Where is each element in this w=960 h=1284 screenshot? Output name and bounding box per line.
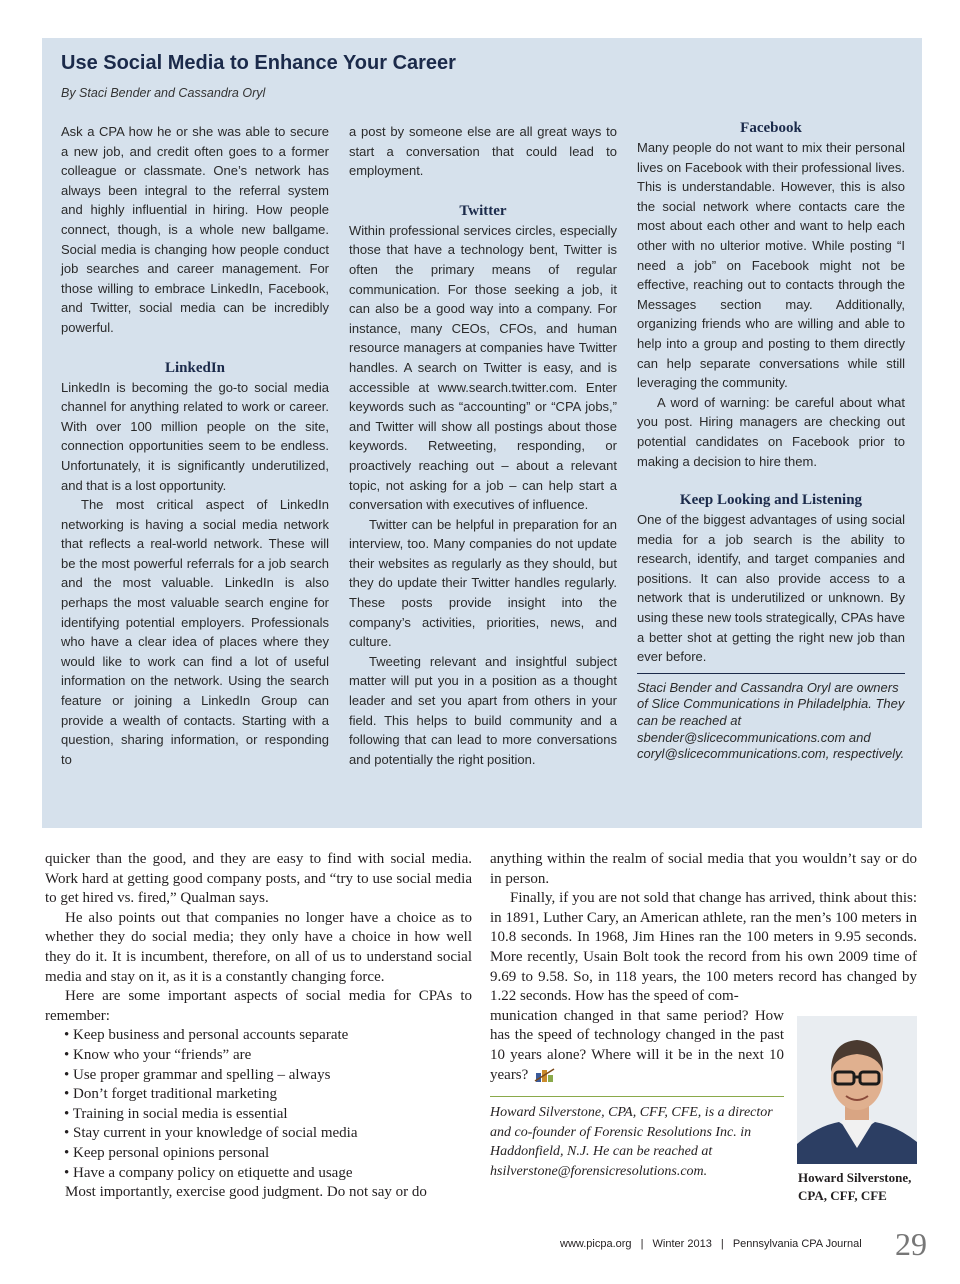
- list-item: • Training in social media is essential: [64, 1105, 288, 1122]
- footer-issue: Winter 2013: [652, 1238, 712, 1250]
- list-item: • Have a company policy on etiquette and usage: [64, 1164, 353, 1181]
- footer-website: www.picpa.org: [560, 1238, 632, 1250]
- sidebar-intro: Ask a CPA how he or she was able to secure a new job, and credit often goes to a former colleague or classmate. One’s network has always been integral to the referral system and highly influential in hiring. How people connect, though, is a whole new ballgame. Social media is changing how people conduct job searches and career management. For those willing to embrace LinkedIn, Facebook, and Twitter, social media can be incredibly powerful.: [61, 124, 329, 335]
- tips-list: [45, 1026, 472, 1183]
- linkedin-paragraph-2: The most critical aspect of LinkedIn networking is having a social media network that reflects a real-world network. These will be the most powerful referrals for a job search and the most valuable. LinkedIn is also perhaps the most valuable search engine for identifying potential employers. Professionals who have a clear idea of places where they would like to work can find a lot of useful information on the network. Using the search feature or joining a LinkedIn Group can provide a wealth of contacts. Starting with a question, sharing information, or responding to: [61, 497, 329, 767]
- sidebar-column-2: [349, 122, 617, 769]
- list-item: • Don’t forget traditional marketing: [64, 1086, 277, 1103]
- facebook-paragraph-2: A word of warning: be careful about what you post. Hiring managers are checking out potential candidates on Facebook prior to making a decision to hire them.: [637, 394, 905, 469]
- author-photo: [797, 1016, 917, 1164]
- list-item: • Keep personal opinions personal: [64, 1144, 270, 1161]
- photo-caption: [798, 1169, 911, 1205]
- main-right-paragraph-3: [490, 1007, 784, 1085]
- list-item: • Use proper grammar and spelling – always: [64, 1066, 331, 1083]
- sidebar-column-1: [61, 122, 329, 769]
- keep-looking-paragraph: One of the biggest advantages of using social media for a job search is the ability to research, identify, and target companies and positions. It can also provide access to a network that is underutilized or unknown. By using these new tools strategically, CPAs have a better shot at getting the right new job than ever before.: [637, 512, 905, 665]
- photo-caption-credentials: CPA, CFF, CFE: [798, 1188, 887, 1203]
- sidebar-bio-rule: [637, 673, 905, 763]
- sidebar-col2-continuation: a post by someone else are all great ways to start a conversation that could lead to employment.: [349, 124, 617, 179]
- page-footer: [560, 1238, 862, 1250]
- main-left-paragraph-2: He also points out that companies no longer have a choice as to whether they do social media; they only have a choice in how well they do it. It is incumbent, therefore, on all of us to understand social media and stay on it, as it is a constantly changing force.: [45, 909, 472, 985]
- twitter-paragraph-3: Tweeting relevant and insightful subject matter will put you in a position as a thought leader and set you apart from others in your field. This helps to build community and a following that can lead to more conversations and potentially the right position.: [349, 653, 617, 767]
- twitter-heading: Twitter: [459, 202, 507, 219]
- list-item: • Know who your “friends” are: [64, 1046, 252, 1063]
- main-left-paragraph-3: Here are some important aspects of social media for CPAs to remember:: [45, 988, 472, 1024]
- linkedin-paragraph-1: LinkedIn is becoming the go-to social media channel for anything related to work or career. With over 100 million people on the site, connection opportunities seem to be endless. Unfortunately, it is significantly underutilized, and that is a lost opportunity.: [61, 379, 329, 493]
- sidebar-title: Use Social Media to Enhance Your Career: [61, 52, 456, 74]
- list-item: • Keep business and personal accounts separate: [64, 1027, 349, 1044]
- author-bio-text: Howard Silverstone, CPA, CFF, CFE, is a director and co-founder of Forensic Resolutions Inc. in Haddonfield, N.J. He can be reached at hsilverstone@forensicresolutions.com.: [490, 1105, 773, 1179]
- sidebar-byline: By Staci Bender and Cassandra Oryl: [61, 86, 266, 100]
- main-right-paragraph-3-text: munication changed in that same period? How has the speed of technology changed in the past 10 years alone? Where will it be in the next 10 years?: [490, 1007, 784, 1083]
- photo-caption-name: Howard Silverstone,: [798, 1170, 912, 1185]
- footer-journal: Pennsylvania CPA Journal: [732, 1238, 862, 1250]
- footer-separator: |: [720, 1238, 724, 1250]
- sidebar-column-3: [637, 118, 905, 763]
- main-column-left: [45, 850, 472, 1203]
- facebook-paragraph-1: Many people do not want to mix their personal lives on Facebook with their professional lives. This is understandable. However, this is also the social network where contacts care the most about each other and want to help each other with no ulterior motive. While posting “I need a job” on Facebook might not be effective, reaching out to contacts through the Messages section may. Additionally, organizing friends who are willing and able to help into a group and posting to them directly can help separate conversations while still leveraging the community.: [637, 140, 905, 391]
- main-right-paragraph-1: anything within the realm of social media that you wouldn’t say or do in person.: [490, 851, 917, 887]
- sidebar-author-bio: Staci Bender and Cassandra Oryl are owners of Slice Communications in Philadelphia. They can be reached at sbender@slicecommunications.com and coryl@slicecommunications.com, respectively.: [637, 679, 905, 762]
- main-right-paragraph-2: Finally, if you are not sold that change has arrived, think about this: in 1891, Luther Cary, an American athlete, ran the men’s 100 meters in 10.8 seconds. In 1968, Jim Hines ran the 100 meters in 9.95 seconds. More recently, Usain Bolt took the record from his own 2009 time of 9.69 to 9.58. So, in 118 years, the 100 meters record has changed by 1.22 seconds. How has the speed of com-: [490, 890, 917, 1005]
- author-bio: [490, 1096, 784, 1181]
- main-left-paragraph-4: Most importantly, exercise good judgment. Do not say or do: [65, 1184, 427, 1201]
- keep-looking-heading: Keep Looking and Listening: [679, 492, 863, 509]
- twitter-paragraph-1: Within professional services circles, especially those that have a technology bent, Twitter is often the primary means of regular communication. For those seeking a job, it can also be a good way into a company. For instance, many CEOs, CFOs, and human resource managers at companies have Twitter handles. A search on Twitter is easy, and is accessible at www.search.twitter.com. Enter keywords such as “accounting” or “CPA jobs,” and Twitter will show all postings about those keywords. Retweeting, responding, or proactively reaching out – about a relevant topic, not asking for a job – can help start a conversation with executives of influence.: [349, 222, 617, 513]
- author-portrait-icon: [797, 1016, 917, 1164]
- list-item: • Stay current in your knowledge of social media: [64, 1125, 358, 1142]
- facebook-heading: Facebook: [740, 120, 802, 136]
- main-left-paragraph-1: quicker than the good, and they are easy to find with social media. Work hard at getting good company posts, and “try to use social media to get hired vs. fired,” Qualman says.: [45, 851, 472, 907]
- linkedin-heading: LinkedIn: [164, 359, 226, 376]
- twitter-paragraph-2: Twitter can be helpful in preparation for an interview, too. Many companies do not update their websites as regularly as they should, but they do update their Twitter handles regularly. These posts provide insight into the company’s activities, priorities, news, and culture.: [349, 516, 617, 650]
- journal-end-mark-icon: [534, 1067, 556, 1083]
- page-number: 29: [895, 1226, 927, 1262]
- footer-separator: |: [640, 1238, 644, 1250]
